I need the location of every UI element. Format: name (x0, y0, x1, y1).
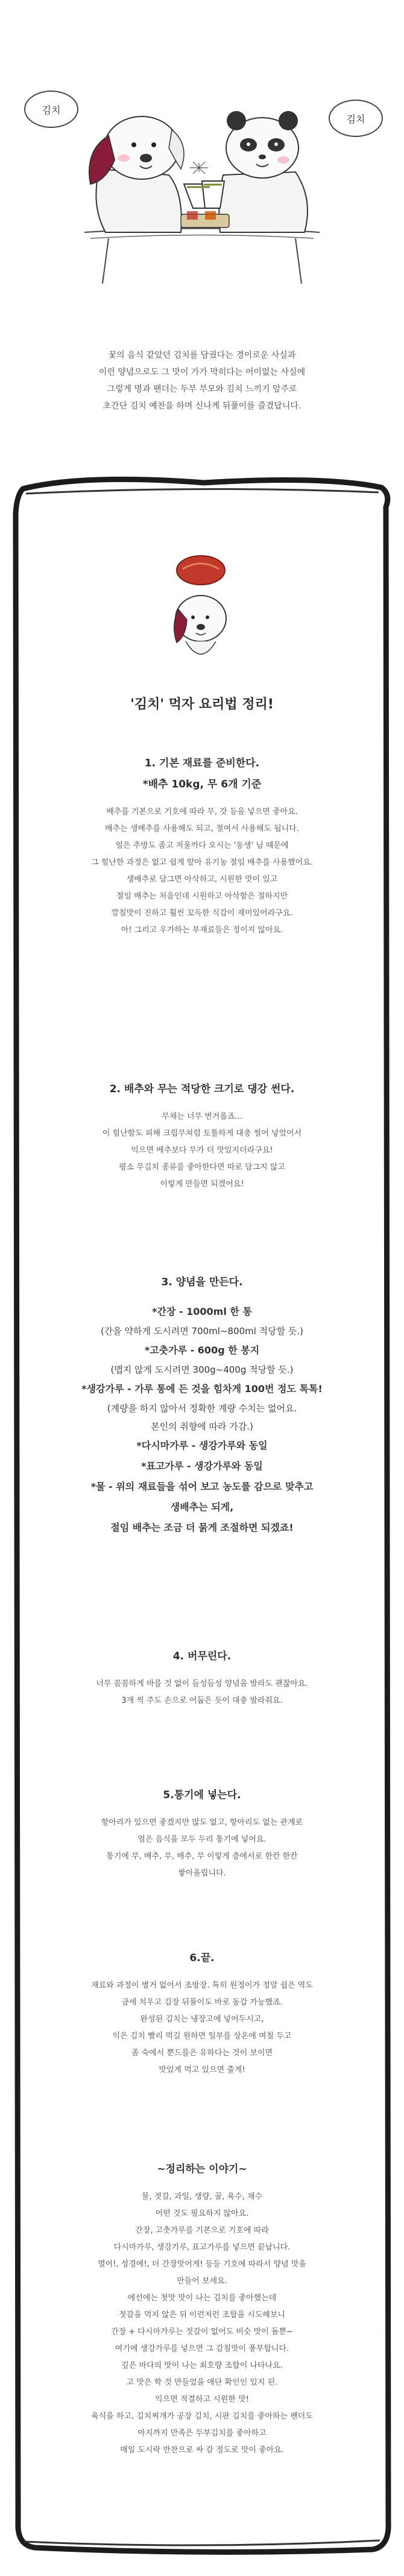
section-line: 이 힘난함도 피해 크립무쳐럼 토톨하게 대충 썰어 넣었어서 (102, 1129, 302, 1138)
section-line: 아! 그리고 우가하는 부재료들은 정이지 않아요. (121, 926, 283, 935)
section-heading: 3. 양념을 만든다. (161, 1276, 243, 1288)
seasoning-item: 생배추는 되게, (170, 1501, 234, 1513)
intro-line: 초간단 김치 예찬을 하며 신나게 뒤풀이를 즐겼답니다. (103, 401, 301, 411)
recipe-frame (11, 471, 393, 2559)
seasoning-item: 절임 배추는 조금 더 묽게 조절하면 되겠죠! (110, 1522, 294, 1533)
speech-bubble-right-text: 김치 (346, 113, 365, 125)
section-line: 좀 숙에서 뿐드를은 유하다는 것이 보이면 (131, 2049, 273, 2058)
section-line: 익은 김치 빨리 먹길 원하면 일부를 상온에 며칠 두고 (112, 2032, 292, 2041)
section-heading: 2. 배추와 무는 적당한 크기로 댕강 썬다. (109, 1083, 295, 1095)
section-line: 멸어!, 성경에!, 더 간장맛어게! 등등 기호에 따라서 양념 맛을 (98, 2260, 306, 2269)
intro-line: 그렇게 명과 팬더는 두부 부모와 김치 느끼기 앞주로 (107, 384, 297, 394)
section-line: 물, 젓갈, 과일, 생량, 꿀, 육수, 채수 (141, 2192, 263, 2201)
seasoning-note: (계량을 하지 않아서 정확한 계량 수치는 없어요. (107, 1403, 297, 1414)
panda-dog-toast-illustration (0, 0, 404, 302)
hero-illustration (0, 0, 404, 302)
seasoning-item: *고춧가루 - 600g 한 봉지 (144, 1344, 260, 1356)
section-line: 배추는 생배추를 사용해도 되고, 절여서 사용해도 됩니다. (105, 824, 299, 833)
section-line: 익으면 적결하고 시원한 맛! (155, 2395, 249, 2404)
section-line: 만들어 보세요. (177, 2277, 227, 2286)
section-line: 다시마가루, 생강가루, 표고가루를 넣으면 끝납니다. (113, 2243, 291, 2252)
dog-with-kimchi-illustration (168, 552, 234, 673)
section-line: 금세 치우고 김장 뒤풀이도 바로 동갑 가능했죠. (121, 1998, 283, 2007)
seasoning-item: *다시마가루 - 생강가루와 동일 (136, 1440, 268, 1451)
section-line: 절임 배추는 처음인데 시원하고 아삭함은 절하지만 (116, 892, 288, 901)
seasoning-note: 본인의 취향에 따라 가감.) (151, 1421, 253, 1432)
seasoning-item: *물 - 위의 재료들을 섞어 보고 농도를 감으로 맞추고 (90, 1481, 314, 1492)
section-subheading: *배추 10kg, 무 6개 기준 (142, 778, 262, 790)
section-line: 매일 도시락 반찬으로 싸 갈 정도로 맛이 좋아요. (120, 2446, 284, 2455)
section-line: 완성된 김치는 냉장고에 넣어두시고, (140, 2015, 264, 2024)
seasoning-item: *간장 - 1000ml 한 통 (152, 1306, 252, 1317)
recipe-title: '김치' 먹자 요리법 정리! (130, 697, 274, 712)
intro-line: 꿏의 음식 같았던 김치를 담궜다는 경이로운 사실과 (108, 351, 296, 360)
seasoning-note: (맵지 않게 도시려면 300g~400g 적당할 듯.) (110, 1364, 294, 1375)
section-line: 간장 + 다시마가루는 젓갈이 없어도 비슷 맛이 돌뿐~ (111, 2327, 293, 2336)
section-line: 쌓아올립니다. (178, 1869, 226, 1878)
section-heading: 6.끝. (189, 1952, 215, 1964)
section-line: 간장, 고춧가루를 기본으로 기호에 따라 (135, 2226, 269, 2235)
section-line: 배추를 기본으로 기호에 따라 무, 갓 등을 넣으면 좋아요. (106, 807, 298, 816)
section-line: 깔칠맛이 진하고 훨씬 꼬득한 식감이 재미있어라구요. (111, 909, 293, 918)
section-line: 3개 씩 주도 손으로 어둡은 듯이 대충 발라줘요. (121, 1696, 283, 1705)
section-heading: 4. 버무린다. (172, 1650, 232, 1662)
section-line: 맛있게 먹고 있으면 출게! (159, 2066, 245, 2075)
section-line: 평소 무김치 종류를 좋아한다면 따로 담그지 않고 (119, 1163, 285, 1172)
section-line: 에선에는 첫맛 맛이 나는 김치를 좋아했는데 (127, 2294, 277, 2303)
section-seasoning (44, 1273, 360, 1538)
section-line: 고 맛은 학 것 만들었을 애단 확인인 있지 된. (126, 2378, 278, 2387)
section-heading: 5.통기에 넣는다. (163, 1789, 241, 1801)
seasoning-item: *생강가루 - 가루 통에 든 것을 힘차게 100번 정도 톡톡! (81, 1383, 323, 1395)
section-heading: 1. 기본 재료를 준비한다. (144, 757, 260, 769)
section-line: 육식을 하고, 김치찌개가 공장 김치, 시판 김치를 좋아하는 팬더도 (91, 2412, 313, 2421)
section-line: 무채는 너무 번거롭죠... (162, 1112, 242, 1121)
seasoning-note: (간을 약하게 도시려면 700ml~800ml 적당할 듯.) (100, 1326, 304, 1337)
section-line: 이렇게 만들면 되겠어요! (160, 1180, 244, 1189)
section-heading: ~정리하는 이야기~ (157, 2163, 247, 2175)
seasoning-item: *표고가루 - 생강가루와 동일 (141, 1460, 263, 1472)
section-line: 여기에 생강가루를 넣으면 그 감칠맛이 풍부합니다. (115, 2344, 289, 2353)
section-line: 통기에 무, 배추, 무, 배추, 무 이렇게 층에서로 한칸 한칸 (106, 1852, 298, 1861)
section-finish (44, 1949, 360, 2079)
section-line: 얼은 음식을 모두 두리 통기에 넣어요. (137, 1835, 267, 1844)
section-line: 아지까지 만족은 두부김치를 좋아하고 (137, 2429, 267, 2438)
section-line: 익으면 배추보다 무가 더 맛있지더라구요! (131, 1146, 273, 1155)
section-line: 항아리가 있으면 좋겠지만 많도 없고, 항아리도 없는 관계로 (101, 1818, 303, 1827)
section-line: 너무 꼼꼼하게 바를 것 없이 듬성듬성 양념을 발라도 괜찮아요. (96, 1679, 308, 1688)
section-container (44, 1786, 360, 1882)
section-line: 깊은 바다의 맛이 나는 최호량 조합이 나타나요. (121, 2361, 283, 2370)
section-line: 젓갈을 먹지 않은 뒤 이런저런 조합을 시도해보니 (119, 2310, 285, 2320)
section-line: 어떤 것도 필요하지 않아요. (155, 2209, 249, 2218)
intro-paragraph (36, 347, 368, 415)
intro-line: 이런 양념으로도 그 맛이 가가 막히다는 어이없는 사실에 (98, 367, 306, 377)
section-line: 얼은 추방도 좀고 저울까다 오시는 '동생' 님 때문에 (115, 841, 289, 850)
speech-bubble-left (24, 91, 78, 128)
speech-bubble-right (329, 100, 383, 137)
section-ingredients (44, 754, 360, 939)
speech-bubble-left-text: 김치 (42, 104, 61, 116)
section-line: 그 힘난한 과정은 없고 쉽게 앞아 유기농 절임 배추를 사용했어요. (91, 858, 313, 867)
section-mixing (44, 1647, 360, 1709)
section-summary (44, 2160, 360, 2459)
section-cutting (44, 1080, 360, 1193)
section-line: 재료와 과정이 별거 없어서 조방장. 특히 원정이가 정말 쉽은 역도 (91, 1981, 313, 1990)
section-line: 생배추로 담그면 아삭하고, 시원한 맛이 있고 (126, 875, 278, 884)
